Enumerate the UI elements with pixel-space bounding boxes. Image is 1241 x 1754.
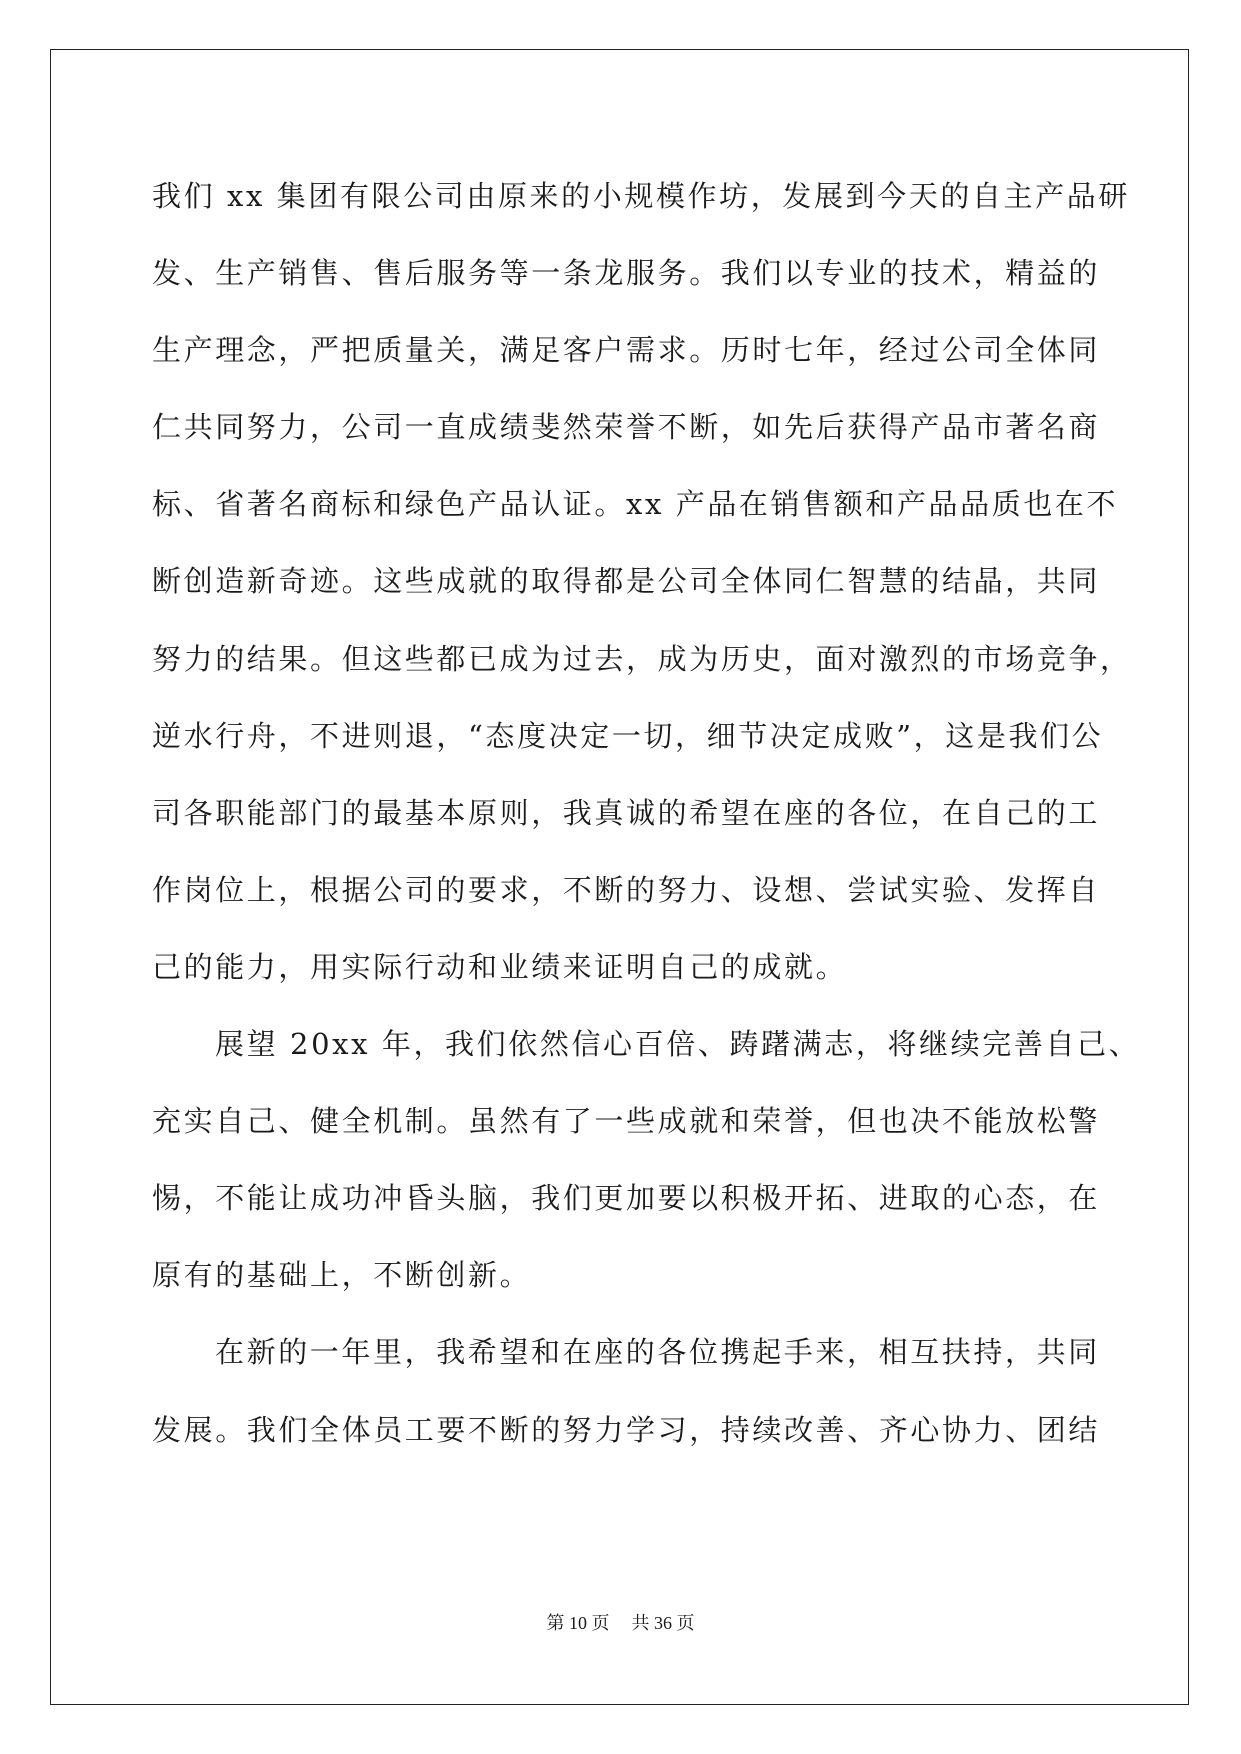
text-line: 生产理念，严把质量关，满足客户需求。历时七年，经过公司全体同 — [152, 333, 1101, 368]
document-body — [152, 158, 1141, 1469]
text-line: 司各职能部门的最基本原则，我真诚的希望在座的各位，在自己的工 — [152, 795, 1101, 830]
text-line: 逆水行舟，不进则退，“态度决定一切，细节决定成败”，这是我们公 — [152, 718, 1104, 753]
text-line: 努力的结果。但这些都已成为过去，成为历史，面对激烈的市场竞争， — [152, 641, 1132, 676]
text-line: 原有的基础上，不断创新。 — [152, 1258, 532, 1293]
text-line: 展望 20xx 年，我们依然信心百倍、踌躇满志，将继续完善自己、 — [215, 1027, 1141, 1062]
text-line: 惕，不能让成功冲昏头脑，我们更加要以积极开拓、进取的心态，在 — [152, 1181, 1101, 1216]
text-line: 仁共同努力，公司一直成绩斐然荣誉不断，如先后获得产品市著名商 — [152, 410, 1101, 445]
page-number-total: 共 36 页 — [631, 1613, 695, 1633]
page-footer — [0, 1609, 1241, 1635]
text-line: 断创造新奇迹。这些成就的取得都是公司全体同仁智慧的结晶，共同 — [152, 564, 1101, 599]
text-line: 标、省著名商标和绿色产品认证。xx 产品在销售额和产品品质也在不 — [152, 487, 1119, 522]
text-line: 充实自己、健全机制。虽然有了一些成就和荣誉，但也决不能放松警 — [152, 1104, 1101, 1139]
text-line: 发展。我们全体员工要不断的努力学习，持续改善、齐心协力、团结 — [152, 1412, 1101, 1447]
text-line: 我们 xx 集团有限公司由原来的小规模作坊，发展到今天的自主产品研 — [152, 179, 1130, 213]
text-line: 作岗位上，根据公司的要求，不断的努力、设想、尝试实验、发挥自 — [152, 872, 1101, 907]
text-line: 发、生产销售、售后服务等一条龙服务。我们以专业的技术，精益的 — [152, 256, 1101, 291]
text-line: 在新的一年里，我希望和在座的各位携起手来，相互扶持，共同 — [215, 1335, 1100, 1370]
page-number-current: 第 10 页 — [546, 1613, 610, 1633]
text-line: 己的能力，用实际行动和业绩来证明自己的成就。 — [152, 949, 848, 984]
